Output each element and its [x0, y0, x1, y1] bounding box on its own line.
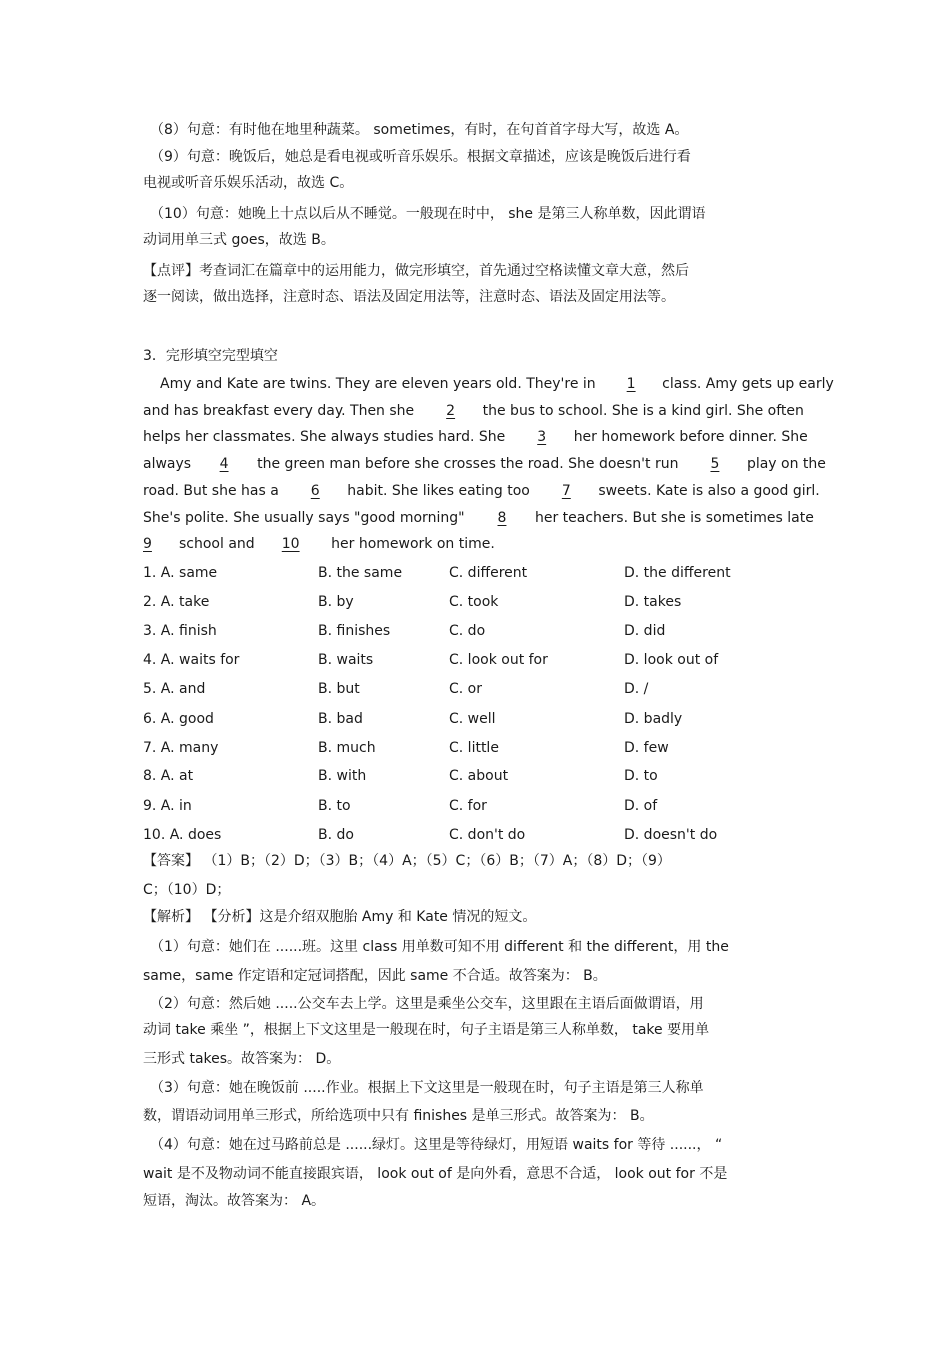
- option-b: B. to: [318, 798, 351, 814]
- option-b: B. but: [318, 681, 360, 697]
- option-d: D. did: [624, 623, 666, 639]
- analysis-4-line2: wait 是不及物动词不能直接跟宾语， look out of 是向外看，意思不合适， look out for 不是: [143, 1166, 728, 1182]
- option-d: D. to: [624, 768, 658, 784]
- option-a: 7. A. many: [143, 740, 219, 756]
- option-c: C. about: [449, 768, 509, 784]
- blank-10: 10: [281, 536, 300, 552]
- analysis-4-line3: 短语，淘汰。故答案为： A。: [143, 1193, 326, 1209]
- option-b: B. much: [318, 740, 376, 756]
- passage-text: her teachers. But she is sometimes late: [534, 510, 814, 526]
- passage-line7: [143, 535, 813, 553]
- analysis-2-line3: 三形式 takes。故答案为： D。: [143, 1051, 341, 1067]
- analysis-2-line2: 动词 take 乘坐 ”，根据上下文这里是一般现在时，句子主语是第三人称单数， take 要用单: [143, 1022, 710, 1038]
- option-a: 9. A. in: [143, 798, 192, 814]
- blank-8: 8: [497, 510, 507, 526]
- passage-line3: [143, 428, 813, 446]
- explanation-10-line1: （10）句意：她晚上十点以后从不睡觉。一般现在时中， she 是第三人称单数，因此谓语: [150, 206, 706, 222]
- option-b: B. do: [318, 827, 354, 843]
- explanation-8: （8）句意：有时他在地里种蔬菜。 sometimes，有时，在句首首字母大写，故选 A。: [150, 122, 689, 138]
- blank-4: 4: [219, 456, 229, 472]
- blank-2: 2: [446, 403, 456, 419]
- passage-text: the green man before she crosses the road. She doesn't run: [257, 456, 683, 472]
- option-b: B. by: [318, 594, 354, 610]
- option-a: 5. A. and: [143, 681, 206, 697]
- option-c: C. do: [449, 623, 486, 639]
- option-c: C. well: [449, 711, 496, 727]
- option-a: 10. A. does: [143, 827, 222, 843]
- passage-text: always: [143, 456, 192, 472]
- passage-text: her homework on time.: [326, 536, 495, 552]
- option-b: B. finishes: [318, 623, 391, 639]
- option-a: 4. A. waits for: [143, 652, 240, 668]
- passage-text: sweets. Kate is also a good girl.: [598, 483, 820, 499]
- option-d: D. of: [624, 798, 658, 814]
- option-d: D. few: [624, 740, 669, 756]
- option-a: 1. A. same: [143, 565, 218, 581]
- passage-line1: [160, 375, 834, 393]
- passage-line6: [143, 509, 813, 527]
- passage-text: the bus to school. She is a kind girl. She often: [482, 403, 804, 419]
- option-c: C. little: [449, 740, 499, 756]
- review-line1: 【点评】考查词汇在篇章中的运用能力，做完形填空，首先通过空格读懂文章大意，然后: [143, 263, 689, 279]
- blank-1: 1: [626, 376, 636, 392]
- blank-7: 7: [561, 483, 571, 499]
- option-a: 2. A. take: [143, 594, 210, 610]
- option-c: C. look out for: [449, 652, 548, 668]
- option-d: D. /: [624, 681, 649, 697]
- option-a: 8. A. at: [143, 768, 194, 784]
- option-d: D. the different: [624, 565, 731, 581]
- passage-text: and has breakfast every day. Then she: [143, 403, 419, 419]
- option-c: C. different: [449, 565, 528, 581]
- passage-line2: [143, 402, 813, 420]
- analysis-4-line1: （4）句意：她在过马路前总是 ......绿灯。这里是等待绿灯，用短语 waits for 等待 ......， “: [150, 1137, 723, 1153]
- passage-text: class. Amy gets up early: [662, 376, 834, 392]
- passage-line5: [143, 482, 820, 500]
- option-d: D. badly: [624, 711, 683, 727]
- review-line2: 逐一阅读，做出选择，注意时态、语法及固定用法等，注意时态、语法及固定用法等。: [143, 289, 675, 305]
- option-d: D. look out of: [624, 652, 719, 668]
- answer-line1: 【答案】 （1）B；（2）D；（3）B；（4）A；（5）C；（6）B；（7）A；（8）D；（9）: [143, 853, 671, 869]
- option-d: D. takes: [624, 594, 682, 610]
- passage-text: school and: [179, 536, 255, 552]
- explanation-9-line2: 电视或听音乐娱乐活动，故选 C。: [143, 175, 354, 191]
- passage-text: her homework before dinner. She: [573, 429, 808, 445]
- option-b: B. with: [318, 768, 367, 784]
- option-a: 3. A. finish: [143, 623, 217, 639]
- passage-text: Amy and Kate are twins. They are eleven years old. They're in: [160, 376, 601, 392]
- option-c: C. don't do: [449, 827, 526, 843]
- analysis-2-line1: （2）句意：然后她 .....公交车去上学。这里是乘坐公交车，这里跟在主语后面做谓语，用: [150, 996, 704, 1012]
- blank-6: 6: [310, 483, 320, 499]
- option-d: D. doesn't do: [624, 827, 718, 843]
- blank-3: 3: [537, 429, 547, 445]
- blank-5: 5: [710, 456, 720, 472]
- option-b: B. the same: [318, 565, 403, 581]
- option-c: C. for: [449, 798, 487, 814]
- passage-text: helps her classmates. She always studies hard. She: [143, 429, 510, 445]
- answer-line2: C；（10）D；: [143, 882, 231, 898]
- option-c: C. took: [449, 594, 499, 610]
- section-heading: 3．完形填空完型填空: [143, 348, 278, 364]
- option-c: C. or: [449, 681, 482, 697]
- analysis-intro: 【解析】 【分析】这是介绍双胞胎 Amy 和 Kate 情况的短文。: [143, 909, 537, 925]
- explanation-9-line1: （9）句意：晚饭后，她总是看电视或听音乐娱乐。根据文章描述，应该是晚饭后进行看: [150, 149, 691, 165]
- explanation-10-line2: 动词用单三式 goes，故选 B。: [143, 232, 335, 248]
- analysis-3-line2: 数，谓语动词用单三形式，所给选项中只有 finishes 是单三形式。故答案为： B。: [143, 1108, 654, 1124]
- blank-9: 9: [143, 536, 152, 552]
- option-a: 6. A. good: [143, 711, 214, 727]
- option-b: B. waits: [318, 652, 374, 668]
- analysis-1-line1: （1）句意：她们在 ......班。这里 class 用单数可知不用 different 和 the different，用 the: [150, 939, 729, 955]
- analysis-3-line1: （3）句意：她在晚饭前 .....作业。根据上下文这里是一般现在时，句子主语是第三人称单: [150, 1080, 704, 1096]
- analysis-1-line2: same，same 作定语和定冠词搭配，因此 same 不合适。故答案为： B。: [143, 968, 607, 984]
- passage-text: habit. She likes eating too: [347, 483, 535, 499]
- passage-text: play on the: [746, 456, 826, 472]
- passage-text: She's polite. She usually says "good morning": [143, 510, 469, 526]
- passage-text: road. But she has a: [143, 483, 284, 499]
- passage-line4: [143, 455, 826, 473]
- option-b: B. bad: [318, 711, 363, 727]
